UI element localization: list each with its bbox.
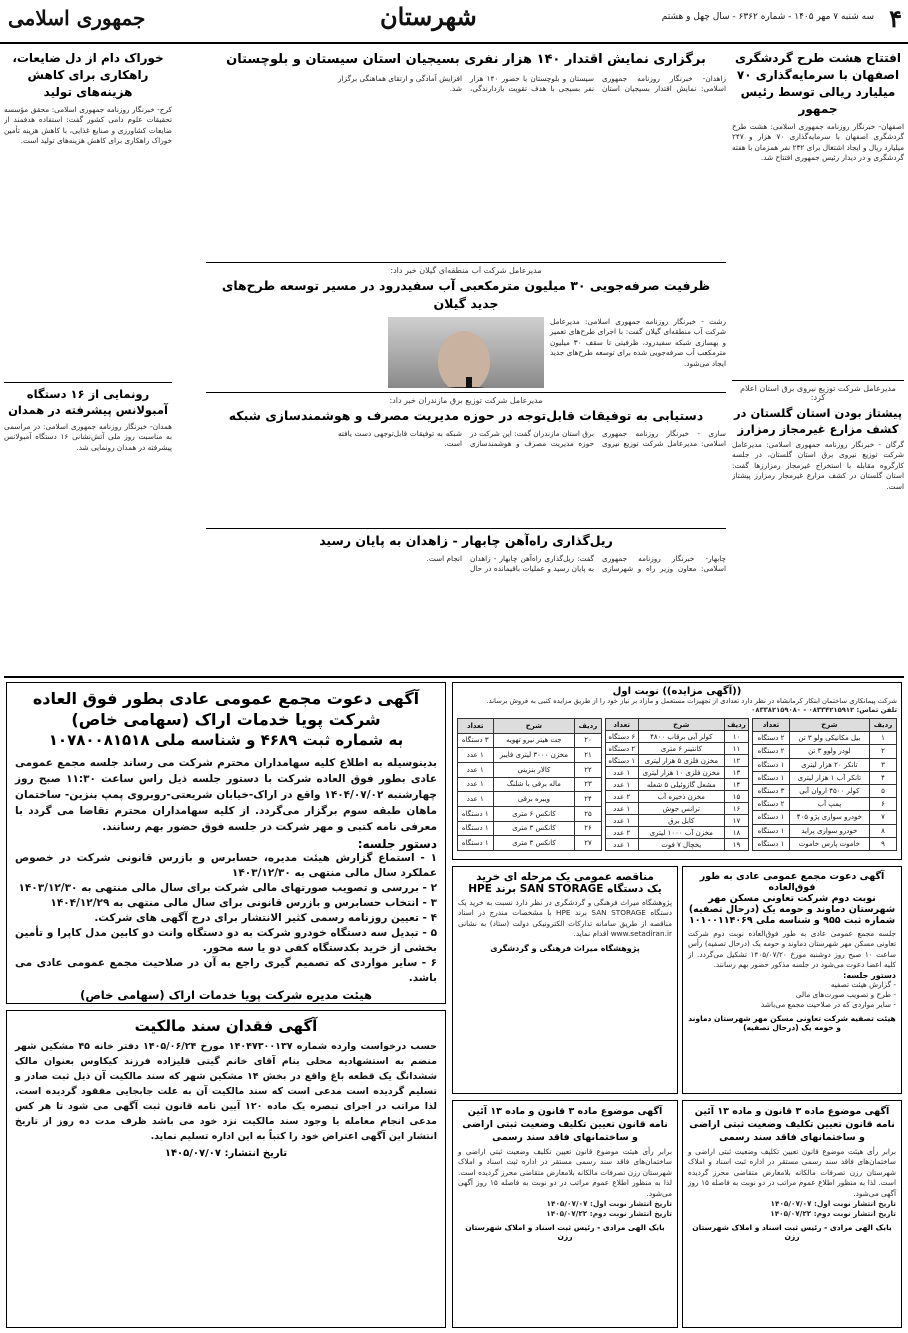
article-title: برگزاری نمایش اقتدار ۱۴۰ هزار نفری بسیجیان استان سیستان و بلوچستان bbox=[226, 52, 706, 67]
table-cell: ۱ عدد bbox=[605, 767, 638, 779]
table-cell: خاموت پارس خاموت bbox=[789, 837, 869, 850]
table-cell: ۶ bbox=[870, 798, 897, 811]
table-row bbox=[457, 733, 601, 748]
table-cell: کانکس ۶ متری bbox=[493, 806, 575, 821]
article-kicker: مدیرعامل شرکت آب منطقه‌ای گیلان خبر داد: bbox=[390, 266, 542, 275]
ad-contact: تلفن تماس: ۰۸۳۳۴۲۱۵۹۱۲ - ۰۸۳۳۸۲۱۵۹۰۸۰ bbox=[751, 706, 897, 714]
table-cell: ۱۵ bbox=[724, 791, 749, 803]
article-kicker: مدیرعامل شرکت توزیع نیروی برق استان اعلام کرد: bbox=[740, 384, 896, 402]
table-row bbox=[457, 836, 601, 851]
ad-signature: بابک الهی مرادی - رئیس ثبت اسناد و املاک شهرستان رزن bbox=[465, 1222, 665, 1241]
article-title: ریل‌گذاری راه‌آهن چابهار - زاهدان به پایان رسید bbox=[319, 533, 613, 548]
table-cell: مشعل گازوئیلی ۵ شعله bbox=[638, 779, 724, 791]
divider bbox=[4, 382, 172, 383]
table-cell: ۹ bbox=[870, 837, 897, 850]
ad-auction bbox=[452, 682, 902, 860]
newspaper-logo: جمهوری اسلامی bbox=[8, 6, 146, 30]
table-cell: ۱ عدد bbox=[457, 748, 493, 763]
article-body: زاهدان- خبرنگار روزنامه جمهوری اسلامی: نمایش اقتدار بسیجیان استان سیستان و بلوچستان با حضور ۱۴۰ هزار نفر بسیجی با هدف تقویت بازدارندگی، افزایش آمادگی و ارتقای هماهنگی برگزار شد. bbox=[338, 74, 726, 94]
ad-signature: بابک الهی مرادی - رئیس ثبت اسناد و املاک شهرستان رزن bbox=[692, 1222, 892, 1241]
page-header bbox=[0, 0, 908, 44]
agenda-item: ۲ - بررسی و تصویب صورتهای مالی شرکت برای سال مالی منتهی به ۱۴۰۳/۱۲/۳۰ bbox=[18, 882, 437, 894]
agenda-item: ۴ - تعیین روزنامه رسمی کثیر الانتشار برای درج آگهی های شرکت. bbox=[94, 912, 437, 924]
table-header: ردیف bbox=[724, 719, 749, 731]
agenda-item: ۶ - سایر مواردی که تصمیم گیری راجع به آن در صلاحیت مجمع عمومی عادی می باشد. bbox=[15, 957, 437, 984]
article-mazandaran bbox=[206, 396, 726, 526]
ad-title: آگهی دعوت مجمع عمومی عادی به طور فوق‌العاده bbox=[699, 871, 885, 893]
table-row bbox=[753, 824, 897, 837]
table-cell: ۱۳ bbox=[724, 767, 749, 779]
table-cell: ۳ bbox=[870, 758, 897, 771]
table-cell: مخزن آب ۱۰۰۰ لیتری bbox=[638, 827, 724, 839]
article-body: چابهار- خبرنگار روزنامه جمهوری اسلامی: معاون وزیر راه و شهرسازی گفت: ریل‌گذاری راه‌آهن چابهار - زاهدان به پایان رسید و عملیات باقیمانده در حال انجام است. bbox=[426, 554, 726, 574]
table-cell: ۱۶ bbox=[724, 803, 749, 815]
speaker-photo bbox=[388, 317, 544, 388]
table-row bbox=[605, 827, 749, 839]
ad-body: پژوهشگاه میراث فرهنگی و گردشگری در نظر دارد نسبت به خرید یک دستگاه SAN STORAGE برند HPE با مشخصات مندرج در اسناد مناقصه از طریق سامانه تدارکات الکترونیکی دولت (ستاد) به نشانی www.setadiran.ir اقدام نماید. bbox=[458, 898, 673, 939]
ad-title: آگهی فقدان سند مالکیت bbox=[134, 1017, 318, 1035]
table-cell: ۱۰ bbox=[724, 731, 749, 743]
table-cell: ماله برقی با شلنگ bbox=[493, 777, 575, 792]
ad-subtitle: یک دستگاه SAN STORAGE برند HPE bbox=[468, 883, 662, 895]
article-title: افتتاح هشت طرح گردشگری اصفهان با سرمایه‌گذاری ۷۰ میلیارد ریالی توسط رئیس جمهور bbox=[735, 51, 901, 116]
page-number: ۴ bbox=[889, 4, 902, 33]
ad-date: تاریخ انتشار نوبت اول: ۱۴۰۵/۰۷/۰۷ bbox=[770, 1199, 896, 1209]
table-cell: کالار بنزینی bbox=[493, 762, 575, 777]
table-row bbox=[605, 755, 749, 767]
table-row bbox=[457, 821, 601, 836]
table-cell: ۱ عدد bbox=[457, 777, 493, 792]
table-row bbox=[457, 806, 601, 821]
table-row bbox=[457, 762, 601, 777]
ad-registration: شماره ثبت ۹۵۵ و شناسه ملی ۱۰۱۰۰۱۱۴۰۶۹ bbox=[688, 915, 896, 926]
ad-intro: شرکت پیمانکاری ساختمان ابتکار کرمانشاه در نظر دارد تعدادی از تجهیزات مستعمل و مازاد بر نیاز خود را از طریق مزایده کتبی به فروش برساند. bbox=[486, 697, 897, 705]
table-cell: ۶ دستگاه bbox=[605, 731, 638, 743]
table-cell: خودرو سواری پژو ۴۰۵ bbox=[789, 811, 869, 824]
table-header: ردیف bbox=[575, 719, 601, 734]
table-cell: ۱ دستگاه bbox=[753, 811, 789, 824]
table-cell: ۱ دستگاه bbox=[457, 836, 493, 851]
table-cell: ۲ bbox=[870, 745, 897, 758]
table-cell: کانکس ۳ متری bbox=[493, 821, 575, 836]
agenda-title: دستور جلسه: bbox=[357, 837, 437, 851]
table-header: شرح bbox=[789, 719, 869, 732]
table-header: تعداد bbox=[753, 719, 789, 732]
table-cell: ۱ عدد bbox=[457, 792, 493, 807]
table-cell: ۳ دستگاه bbox=[753, 784, 789, 797]
table-cell: ۲۱ bbox=[575, 748, 601, 763]
table-header: تعداد bbox=[605, 719, 638, 731]
ad-intro: بدینوسیله به اطلاع کلیه سهامداران محترم شرکت می رساند جلسه مجمع عمومی عادی بطور فوق العاده شرکت با دستور جلسه ذیل راس ساعت ۱۱:۳۰ صبح روز چهارشنبه ۱۴۰۴/۰۷/۰۲ واقع در اراک-خیابان شریعتی-روبروی پمپ بنزین- ساختمان ماهان طبقه سوم برگزار می‌گردد. از کلیه سهامداران محترم تقاضا می گردد با معرفی نامه کتبی و مهر شرکت در جلسه فوق حضور بهم رسانند. bbox=[15, 757, 437, 833]
auction-tables bbox=[457, 718, 897, 851]
ad-title: آگهی موضوع ماده ۳ قانون و ماده ۱۳ آئین نامه قانون تعیین تکلیف وضعیت ثبتی اراضی و ساختمانهای فاقد سند رسمی bbox=[689, 1106, 895, 1143]
agenda-item: ۳ - انتخاب حسابرس و بازرس قانونی برای سال مالی منتهی به ۱۴۰۴/۱۲/۲۹ bbox=[50, 897, 437, 909]
table-cell: یخچال ۷ فوت bbox=[638, 839, 724, 851]
article-body: همدان- خبرنگار روزنامه جمهوری اسلامی: در مراسمی به مناسبت روز ملی آتش‌نشانی ۱۶ دستگاه آمبولانس پیشرفته در همدان رونمایی شد. bbox=[4, 422, 172, 452]
ad-signature: هیئت مدیره شرکت پویا خدمات اراک (سهامی خاص) bbox=[80, 988, 372, 1002]
ad-lost-deed bbox=[6, 1010, 446, 1328]
table-cell: ۱ دستگاه bbox=[753, 771, 789, 784]
table-cell: ۱ دستگاه bbox=[457, 806, 493, 821]
table-cell: مخزن ذخیره آب bbox=[638, 791, 724, 803]
article-golestan bbox=[732, 384, 904, 674]
table-cell: ۲۵ bbox=[575, 806, 601, 821]
table-cell: ۱۴ bbox=[724, 779, 749, 791]
article-basij bbox=[206, 50, 726, 262]
auction-table bbox=[752, 718, 897, 851]
table-row bbox=[457, 748, 601, 763]
table-cell: ۳ دستگاه bbox=[457, 733, 493, 748]
table-cell: مخزن ۳۰۰۰ لیتری فایبر bbox=[493, 748, 575, 763]
table-cell: کانتینر ۶ متری bbox=[638, 743, 724, 755]
table-row bbox=[753, 732, 897, 745]
table-row bbox=[605, 779, 749, 791]
divider bbox=[732, 380, 904, 381]
table-cell: ۱۷ bbox=[724, 815, 749, 827]
table-cell: کابل برق bbox=[638, 815, 724, 827]
ad-date: تاریخ انتشار نوبت دوم: ۱۴۰۵/۰۷/۲۲ bbox=[770, 1209, 896, 1219]
table-cell: پمپ آب bbox=[789, 798, 869, 811]
table-cell: ۲۲ bbox=[575, 762, 601, 777]
ad-title: آگهی موضوع ماده ۳ قانون و ماده ۱۳ آئین نامه قانون تعیین تکلیف وضعیت ثبتی اراضی و ساختمانهای فاقد سند رسمی bbox=[462, 1106, 668, 1143]
table-cell: ۱۲ bbox=[724, 755, 749, 767]
table-cell: ۱ دستگاه bbox=[457, 821, 493, 836]
table-cell: تانکر ۲۰ هزار لیتری bbox=[789, 758, 869, 771]
ad-land-registry-1 bbox=[452, 1100, 678, 1328]
table-cell: ویبره برقی bbox=[493, 792, 575, 807]
table-cell: کولر ۴۵۰۰ اروان آبی bbox=[789, 784, 869, 797]
ad-tender bbox=[452, 866, 678, 1094]
table-cell: ۱ bbox=[870, 732, 897, 745]
table-cell: ۲ عدد bbox=[605, 791, 638, 803]
ad-registration: به شماره ثبت ۴۶۸۹ و شناسه ملی ۱۰۷۸۰۰۸۱۵۱۸ bbox=[48, 731, 404, 749]
table-row bbox=[753, 745, 897, 758]
table-header: ردیف bbox=[870, 719, 897, 732]
ad-title: ((آگهی مزایده)) نوبت اول bbox=[612, 686, 742, 697]
table-cell: ۲ عدد bbox=[605, 827, 638, 839]
ad-date: تاریخ انتشار: ۱۴۰۵/۰۷/۰۷ bbox=[164, 1148, 288, 1159]
table-cell: ۱ عدد bbox=[605, 779, 638, 791]
table-cell: تانکر آب ۱ هزار لیتری bbox=[789, 771, 869, 784]
ad-body: برابر رأی هیئت موضوع قانون تعیین تکلیف وضعیت ثبتی اراضی و ساختمان‌های فاقد سند رسمی مستقر در اداره ثبت اسناد و املاک شهرستان رزن تصرفات مالکانه بلامعارض متقاضی محرز گردیده است. لذا به منظور اطلاع عموم مراتب در دو نوبت به فاصله ۱۵ روز آگهی می‌شود. bbox=[688, 1147, 896, 1198]
article-body: گرگان - خبرنگار روزنامه جمهوری اسلامی: مدیرعامل شرکت توزیع نیروی برق استان گلستان، در جلسه کارگروه مقابله با استخراج غیرمجاز رمزارزها گفت: استان گلستان در کشف مزارع غیرمجاز رمزارز پیشتاز است. bbox=[732, 440, 904, 491]
table-cell: لودر ولوو ۳ تن bbox=[789, 745, 869, 758]
table-row bbox=[605, 731, 749, 743]
table-cell: بیل مکانیکی ولو ۳ تن bbox=[789, 732, 869, 745]
ad-body: جلسه مجمع عمومی عادی به طور فوق‌العاده نوبت دوم شرکت تعاونی مسکن مهر شهرستان دماوند و حومه یک (درحال تصفیه) رأس ساعت ۱۰ صبح روز دوشنبه مورخ ۱۴۰۵/۰۷/۲۰ تشکیل می‌گردد. از کلیه اعضا دعوت می‌شود در جلسه مذکور حضور بهم رسانند. bbox=[688, 929, 896, 970]
article-hamedan bbox=[4, 386, 172, 674]
divider bbox=[206, 392, 726, 393]
table-row bbox=[753, 784, 897, 797]
article-body: اصفهان- خبرنگار روزنامه جمهوری اسلامی: هشت طرح گردشگری اصفهان با سرمایه‌گذاری ۷۰ هزار و ۲۴۷ میلیارد ریال و ایجاد اشتغال برای ۲۳۲ نفر همزمان با هفته گردشگری و در دیدار رئیس جمهوری افتتاح شد. bbox=[732, 122, 904, 163]
table-row bbox=[753, 837, 897, 850]
table-cell: ۱۸ bbox=[724, 827, 749, 839]
article-body: رشت - خبرنگار روزنامه جمهوری اسلامی: مدیرعامل شرکت آب منطقه‌ای گیلان گفت: با اجرای طرح‌های تعمیر و بهسازی شبکه سفیدرود، ظرفیتی تا سقف ۳۰ میلیون مترمکعب آب صرفه‌جویی شده برای توسعه طرح‌های جدید ایجاد می‌شود. bbox=[550, 317, 726, 368]
table-cell: ۱ عدد bbox=[605, 839, 638, 851]
table-cell: ۲۷ bbox=[575, 836, 601, 851]
article-body: ساری - خبرنگار روزنامه جمهوری اسلامی: مدیرعامل شرکت توزیع نیروی برق استان مازندران گفت: این شرکت در حوزه مدیریت مصرف و هوشمندسازی شبکه به توفیقات قابل‌توجهی دست یافته است. bbox=[338, 429, 726, 449]
ad-date: تاریخ انتشار نوبت اول: ۱۴۰۵/۰۷/۰۷ bbox=[546, 1199, 672, 1209]
article-gilan bbox=[206, 266, 726, 388]
section-title: شهرستان bbox=[380, 2, 477, 31]
ad-title: مناقصه عمومی یک مرحله ای خرید bbox=[476, 871, 654, 883]
article-esfahan bbox=[732, 50, 904, 380]
agenda-item: ۵ - تبدیل سه دستگاه خودرو شرکت به دو دستگاه وانت دو کابین مدل کاپرا و تأمین بخشی از خرید بکدستگاه کفی دو یا سه محور. bbox=[15, 927, 437, 954]
table-cell: مخزن فلزی ۱۰ هزار لیتری bbox=[638, 767, 724, 779]
table-row bbox=[753, 758, 897, 771]
table-header: شرح bbox=[638, 719, 724, 731]
table-cell: ۲ دستگاه bbox=[753, 798, 789, 811]
table-cell: ۱۱ bbox=[724, 743, 749, 755]
table-cell: ۲۰ bbox=[575, 733, 601, 748]
table-header: تعداد bbox=[457, 719, 493, 734]
table-cell: ۲ دستگاه bbox=[753, 732, 789, 745]
table-cell: کولر آبی برقاب ۴۸۰۰ bbox=[638, 731, 724, 743]
table-cell: ۸ bbox=[870, 824, 897, 837]
table-row bbox=[605, 803, 749, 815]
divider bbox=[206, 262, 726, 263]
table-cell: ۲۳ bbox=[575, 777, 601, 792]
table-cell: ۲۶ bbox=[575, 821, 601, 836]
ad-subtitle: نوبت دوم شرکت تعاونی مسکن مهر bbox=[708, 893, 876, 904]
article-title: خوراک دام از دل ضایعات، راهکاری برای کاهش هزینه‌های تولید bbox=[12, 51, 164, 99]
ad-date: تاریخ انتشار نوبت دوم: ۱۴۰۵/۰۷/۲۲ bbox=[546, 1209, 672, 1219]
table-row bbox=[605, 815, 749, 827]
table-cell: کانکس ۳ متری bbox=[493, 836, 575, 851]
auction-table bbox=[457, 718, 602, 851]
ads-divider bbox=[4, 676, 904, 678]
table-cell: ۲۴ bbox=[575, 792, 601, 807]
ad-subtitle: شهرستان دماوند و حومه یک (درحال تصفیه) bbox=[688, 904, 896, 915]
table-cell: ترانس جوش bbox=[638, 803, 724, 815]
table-cell: ۱۹ bbox=[724, 839, 749, 851]
ad-signature: هیئت تصفیه شرکت تعاونی مسکن مهر شهرستان دماوند و حومه یک (درحال تصفیه) bbox=[688, 1013, 896, 1032]
ad-maskan bbox=[682, 866, 902, 1094]
table-row bbox=[605, 839, 749, 851]
table-cell: ۱ دستگاه bbox=[605, 755, 638, 767]
article-khorak bbox=[4, 50, 172, 380]
ad-land-registry-2 bbox=[682, 1100, 902, 1328]
article-rail bbox=[206, 532, 726, 672]
table-cell: ۲ دستگاه bbox=[753, 745, 789, 758]
article-title: ظرفیت صرفه‌جویی ۳۰ میلیون مترمکعبی آب سفیدرود در مسیر توسعه طرح‌های جدید گیلان bbox=[221, 278, 711, 311]
table-cell: ۵ bbox=[870, 784, 897, 797]
date-line: سه شنبه ۷ مهر ۱۴۰۵ - شماره ۶۳۶۲ - سال چهل و هشتم bbox=[661, 12, 874, 22]
table-cell: ۱ عدد bbox=[605, 815, 638, 827]
table-cell: مخزن فلزی ۵ هزار لیتری bbox=[638, 755, 724, 767]
ad-body: برابر رأی هیئت موضوع قانون تعیین تکلیف وضعیت ثبتی اراضی و ساختمان‌های فاقد سند رسمی مستقر در اداره ثبت اسناد و املاک شهرستان رزن تصرفات مالکانه بلامعارض متقاضی محرز گردیده است. لذا به منظور اطلاع عموم مراتب در دو نوبت به فاصله ۱۵ روز آگهی می‌شود. bbox=[458, 1147, 672, 1198]
agenda-item: ۱ - استماع گزارش هیئت مدیره، حسابرس و بازرس قانونی شرکت در خصوص عملکرد سال مالی منتهی به ۱۴۰۳/۱۲/۳۰ bbox=[15, 852, 437, 879]
table-cell: ۱ دستگاه bbox=[753, 837, 789, 850]
table-cell: ۷ bbox=[870, 811, 897, 824]
table-cell: ۱ دستگاه bbox=[753, 824, 789, 837]
table-row bbox=[753, 798, 897, 811]
ad-company: شرکت پویا خدمات اراک (سهامی خاص) bbox=[71, 710, 381, 729]
agenda-item: - سایر مواردی که در صلاحیت مجمع می‌باشد bbox=[761, 1000, 896, 1010]
ad-arak-meeting bbox=[6, 682, 446, 1004]
table-row bbox=[605, 743, 749, 755]
article-title: پیشتاز بودن استان گلستان در کشف مزارع غیرمجاز رمزارز bbox=[733, 406, 903, 436]
ad-signature: پژوهشگاه میراث فرهنگی و گردشگری bbox=[490, 943, 640, 953]
table-row bbox=[457, 792, 601, 807]
article-body-continued bbox=[206, 317, 382, 388]
agenda-item: - طرح و تصویب صورت‌های مالی bbox=[795, 990, 896, 1000]
table-row bbox=[457, 777, 601, 792]
auction-table bbox=[605, 718, 750, 851]
table-row bbox=[605, 791, 749, 803]
table-cell: خودرو سواری پراید bbox=[789, 824, 869, 837]
article-kicker: مدیرعامل شرکت توزیع برق مازندران خبر داد: bbox=[389, 396, 543, 405]
article-body: کرج- خبرنگار روزنامه جمهوری اسلامی: محقق مؤسسه تحقیقات علوم دامی کشور گفت: استفاده هدفمند از ضایعات کشاورزی و صنایع غذایی، با کاهش هزینه تأمین خوراک راهکاری برای کاهش هزینه‌های تولید است. bbox=[4, 105, 172, 146]
table-cell: ۲ دستگاه bbox=[605, 743, 638, 755]
table-row bbox=[753, 771, 897, 784]
table-cell: ۱ دستگاه bbox=[753, 758, 789, 771]
ad-body: حسب درخواست وارده شماره ۱۴۰۴۷۳۰۰۱۳۷ مورخ ۱۴۰۵/۰۶/۲۴ دفتر خانه ۴۵ مشکین شهر منضم به استشهادیه محلی بنام آقای خانم گیتی قلیزاده فرزند کیکاوس بعنوان مالک ششدانگ یک قطعه باغ واقع در بخش ۱۴ مشکین شهر که سند مالکیت آن ذیل ثبت صادر و تسلیم گردیده است مدعی است که سند مالکیت آن به علت جابجایی مفقود گردیده است. لذا مراتب در اجرای تبصره یک ماده ۱۲۰ آیین نامه قانون ثبت آگهی می شود تا هر کس مدعی انجام معامله یا وجود سند مالکیت نزد خود می باشد ظرف مدت ده روز از تاریخ انتشار این آگهی اعتراض خود را کتباً به این اداره تسلیم نماید. bbox=[15, 1041, 438, 1142]
article-title: دستیابی به توفیقات قابل‌توجه در حوزه مدیریت مصرف و هوشمندسازی شبکه bbox=[228, 408, 704, 423]
table-cell: ۴ bbox=[870, 771, 897, 784]
table-cell: جت هیتر نیرو تهویه bbox=[493, 733, 575, 748]
table-row bbox=[753, 811, 897, 824]
ad-title: آگهی دعوت مجمع عمومی عادی بطور فوق العاده bbox=[32, 689, 420, 708]
article-title: رونمایی از ۱۶ دستگاه آمبولانس پیشرفته در همدان bbox=[8, 387, 168, 417]
agenda-item: - گزارش هیئت تصفیه bbox=[830, 979, 896, 989]
divider bbox=[206, 528, 726, 529]
table-cell: ۱ عدد bbox=[605, 803, 638, 815]
table-cell: ۱ عدد bbox=[457, 762, 493, 777]
table-header: شرح bbox=[493, 719, 575, 734]
agenda-title: دستور جلسه: bbox=[843, 970, 896, 980]
table-row bbox=[605, 767, 749, 779]
